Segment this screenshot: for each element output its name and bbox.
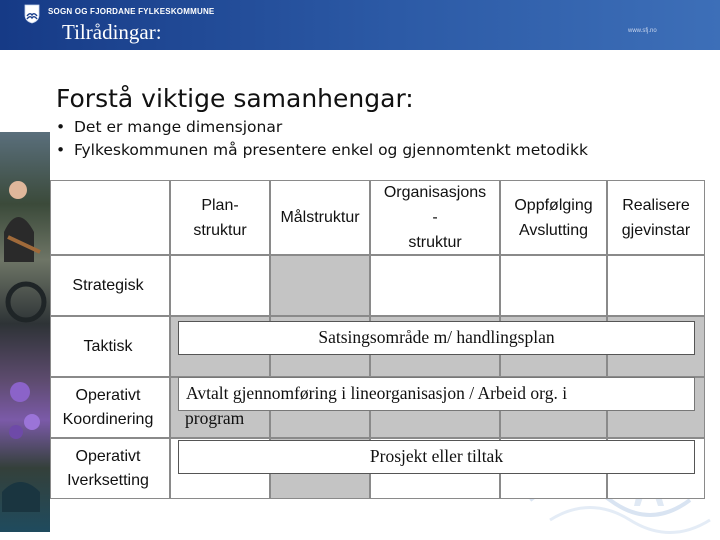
column-header-line: Plan- bbox=[201, 196, 239, 214]
row-label-line: Iverksetting bbox=[67, 471, 149, 489]
organization-name: SOGN OG FJORDANE FYLKESKOMMUNE bbox=[48, 7, 215, 16]
column-header-organization bbox=[370, 180, 500, 255]
column-header-line: gjevinstar bbox=[621, 221, 691, 239]
row-label-tactical bbox=[50, 316, 166, 377]
slide-title: Forstå viktige samanhengar: bbox=[56, 84, 414, 113]
table-cell bbox=[370, 255, 500, 316]
row-label-coordination bbox=[50, 377, 166, 438]
overlay-coordination: Avtalt gjennomføring i lineorganisasjon / Arbeid org. i bbox=[178, 377, 695, 411]
table-cell bbox=[170, 255, 270, 316]
bullet-text: Det er mange dimensjonar bbox=[74, 118, 283, 136]
bullet-item bbox=[56, 141, 588, 159]
overlay-coordination-continued: program bbox=[185, 408, 245, 428]
table-cell bbox=[500, 255, 607, 316]
overlay-tactical-plan: Satsingsområde m/ handlingsplan bbox=[178, 321, 695, 355]
website-label: www.sfj.no bbox=[628, 28, 657, 34]
column-header-line: Realisere bbox=[622, 196, 690, 214]
column-header-line: Oppfølging bbox=[514, 196, 593, 214]
table-cell bbox=[270, 255, 370, 316]
bullet-text: Fylkeskommunen må presentere enkel og gjennomtenkt metodikk bbox=[74, 141, 588, 159]
row-label-line: Taktisk bbox=[83, 337, 133, 355]
column-header-line: - bbox=[432, 209, 438, 226]
column-header-line: Avslutting bbox=[518, 221, 589, 239]
column-header-benefits bbox=[607, 180, 705, 255]
photo-strip bbox=[0, 132, 50, 532]
row-label-line: Operativt bbox=[75, 447, 141, 465]
column-header-line: Målstruktur bbox=[280, 209, 360, 226]
column-header-line: struktur bbox=[193, 221, 247, 239]
header-bar bbox=[0, 0, 720, 50]
photo-collage-icon bbox=[0, 132, 50, 532]
bullet-dot-icon: • bbox=[56, 118, 66, 136]
row-label-line: Koordinering bbox=[62, 410, 154, 428]
column-header-line: Organisasjons bbox=[383, 184, 487, 201]
row-label-implementation bbox=[50, 438, 166, 499]
table-cell bbox=[607, 255, 705, 316]
column-header-followup bbox=[500, 180, 607, 255]
table-corner-cell bbox=[50, 180, 170, 255]
row-label-line: Strategisk bbox=[72, 277, 144, 294]
column-header-plan bbox=[170, 180, 270, 255]
column-header-line: struktur bbox=[408, 234, 462, 251]
bullet-item bbox=[56, 118, 282, 136]
header-title: Tilrådingar: bbox=[62, 20, 162, 44]
row-label-line: Operativt bbox=[75, 386, 141, 404]
row-label-strategic bbox=[50, 270, 166, 302]
column-header-goal bbox=[270, 180, 370, 255]
overlay-implementation: Prosjekt eller tiltak bbox=[178, 440, 695, 474]
bullet-dot-icon: • bbox=[56, 141, 66, 159]
county-crest-icon bbox=[24, 4, 40, 24]
